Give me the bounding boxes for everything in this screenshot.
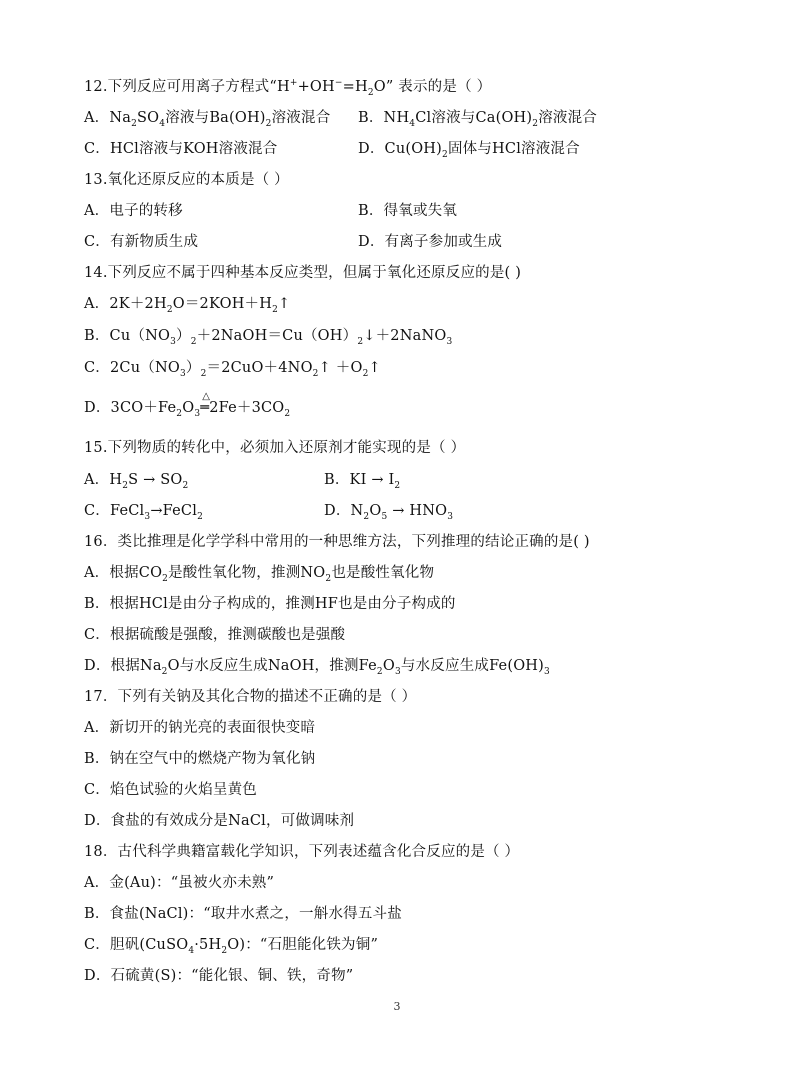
question-17-stem: 17．下列有关钠及其化合物的描述不正确的是（ ） bbox=[84, 689, 417, 705]
question-15-stem: 15.下列物质的转化中，必须加入还原剂才能实现的是（ ） bbox=[84, 440, 466, 456]
question-14-option-c: C．$2Cu(NO_3)_2=2CuO+4NO_2↑$ $+O_2↑$ bbox=[84, 360, 381, 379]
question-13-option-d: D．有离子参加或生成 bbox=[358, 234, 503, 250]
question-16-stem: 16．类比推理是化学学科中常用的一种思维方法，下列推理的结论正确的是( ) bbox=[84, 534, 590, 550]
question-15-option-b: B．KI → $I_2$ bbox=[324, 472, 401, 491]
question-17-option-c: C．焰色试验的火焰呈黄色 bbox=[84, 782, 257, 798]
page-number: 3 bbox=[393, 1000, 401, 1013]
question-18-option-c: C．胆矾$(CuSO_4\cdot 5H_2O)$：“石胆能化铁为铜” bbox=[84, 937, 379, 956]
question-13-option-b: B．得氧或失氧 bbox=[358, 203, 458, 219]
question-15-option-a: A．$H_2S \to SO_2$ bbox=[84, 472, 189, 491]
question-12-option-c: C．HCl溶液与KOH溶液混合 bbox=[84, 141, 278, 157]
question-15-option-c: C．FeCl$_3$→FeCl$_2$ bbox=[84, 503, 203, 522]
question-14-option-b: B．$Cu(NO_3)_2+2NaOH=Cu(OH)_2↓+2NaNO_3$ bbox=[84, 328, 453, 347]
question-17-option-a: A．新切开的钠光亮的表面很快变暗 bbox=[84, 720, 316, 736]
question-16-option-b: B．根据HCl是由分子构成的，推测HF也是由分子构成的 bbox=[84, 596, 456, 612]
question-13-stem: 13.氧化还原反应的本质是（ ） bbox=[84, 172, 289, 188]
question-16-option-c: C．根据硫酸是强酸，推测碳酸也是强酸 bbox=[84, 627, 346, 643]
question-15-option-d: D．$N_2O_5 \to HNO_3$ bbox=[324, 503, 454, 522]
question-14-option-a: A．$2K+2H_2O=2KOH+H_2↑$ bbox=[84, 296, 291, 315]
question-17-option-b: B．钠在空气中的燃烧产物为氧化钠 bbox=[84, 751, 316, 767]
question-13-option-a: A．电子的转移 bbox=[84, 203, 183, 219]
question-14-option-d: D．$3CO+Fe_2O_3$ △ $═2Fe+3CO_2$ bbox=[84, 391, 291, 419]
question-16-option-d: D．根据$Na_2O$与水反应生成NaOH，推测$Fe_2O_3$与水反应生成$Fe(OH)_3$ bbox=[84, 658, 550, 677]
question-12-option-d: D．$Cu(OH)_2$固体与HCl溶液混合 bbox=[358, 141, 580, 160]
question-18-option-b: B．食盐(NaCl)：“取井水煮之，一斛水得五斗盐 bbox=[84, 906, 402, 922]
question-17-option-d: D．食盐的有效成分是NaCl，可做调味剂 bbox=[84, 813, 355, 829]
question-18-stem: 18．古代科学典籍富载化学知识，下列表述蕴含化合反应的是（ ） bbox=[84, 844, 520, 860]
question-16-option-a: A．根据$CO_2$是酸性氧化物，推测$NO_2$也是酸性氧化物 bbox=[84, 565, 435, 584]
question-13-option-c: C．有新物质生成 bbox=[84, 234, 199, 250]
question-18-option-a: A．金(Au)：“虽被火亦未熟” bbox=[84, 875, 275, 891]
question-12-stem: 12.下列反应可用离子方程式“$H^++OH^-=H_2O$” 表示的是（ ） bbox=[84, 78, 492, 98]
question-18-option-d: D．石硫黄(S)：“能化银、铜、铁，奇物” bbox=[84, 968, 354, 984]
question-12-option-a: A．$Na_2SO_4$溶液与$Ba(OH)_2$溶液混合 bbox=[84, 110, 331, 129]
heating-equals-sign: △ ═ bbox=[200, 391, 211, 416]
question-12-option-b: B．$NH_4Cl$溶液与$Ca(OH)_2$溶液混合 bbox=[358, 110, 598, 129]
question-14-stem: 14.下列反应不属于四种基本反应类型，但属于氧化还原反应的是( ) bbox=[84, 265, 522, 281]
